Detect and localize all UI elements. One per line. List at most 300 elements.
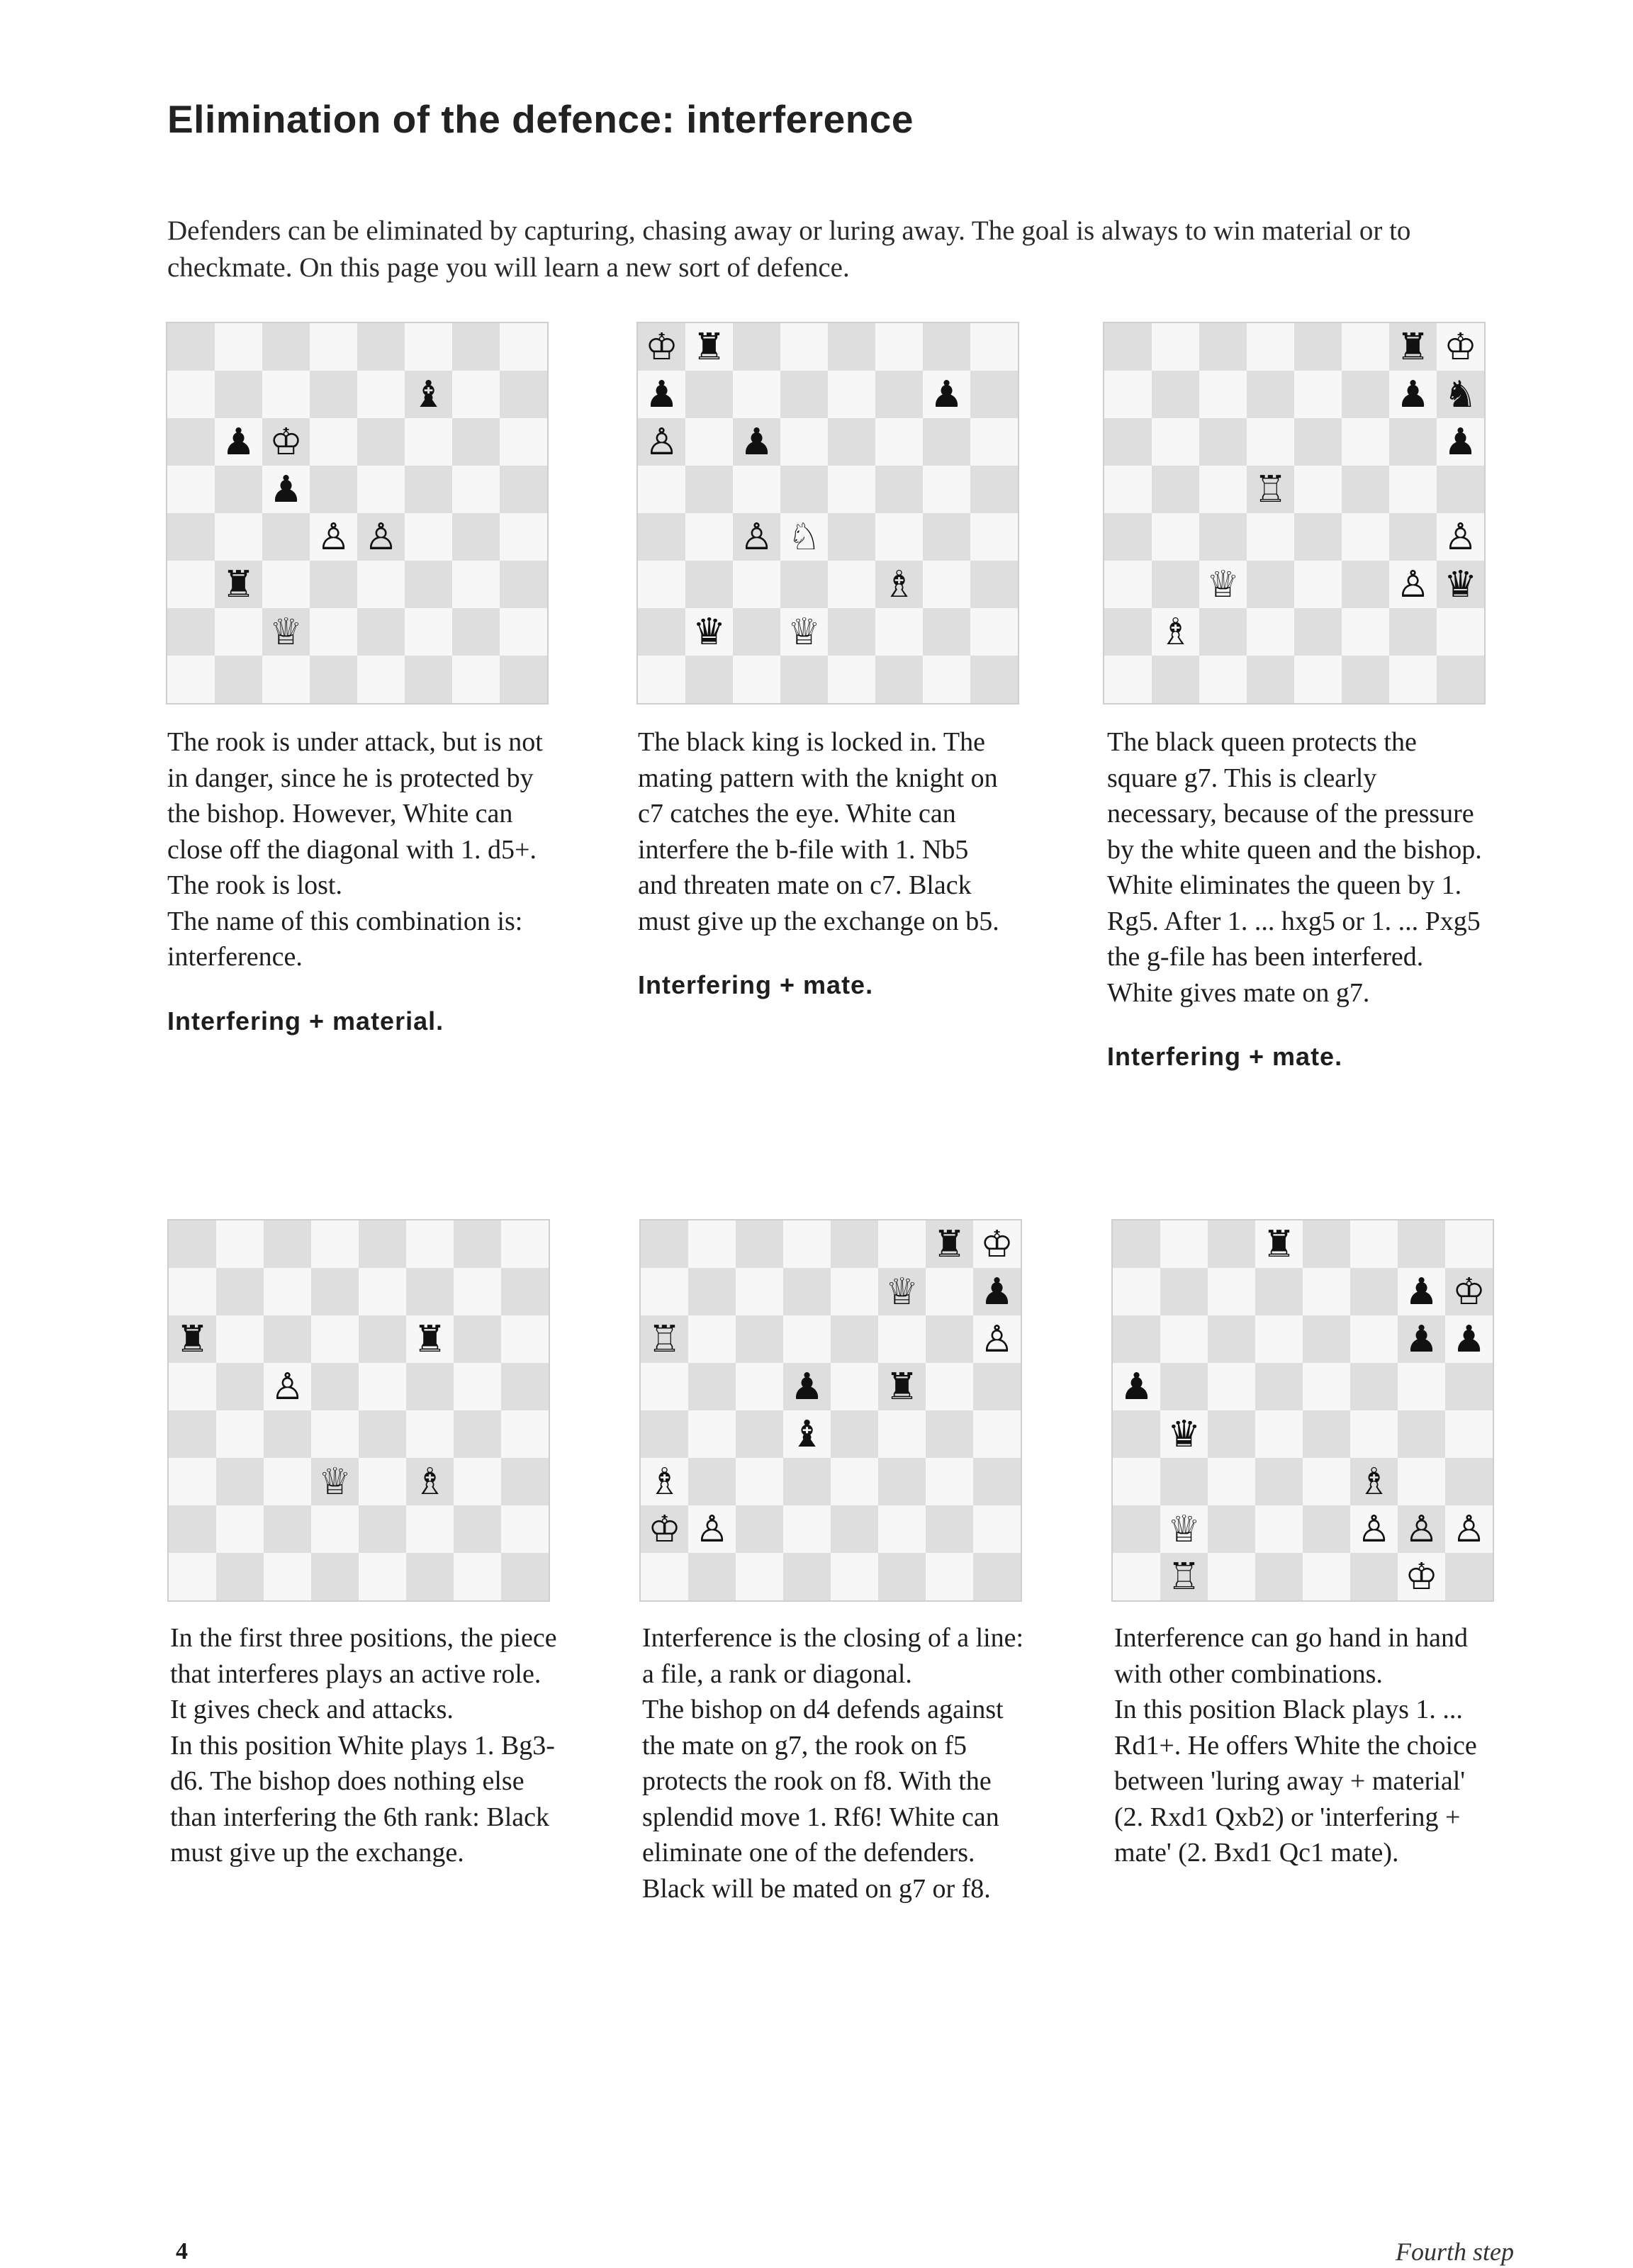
square-a4 (167, 513, 215, 561)
square-c3 (264, 1458, 311, 1505)
square-a3 (1104, 561, 1152, 608)
square-d4 (783, 1410, 831, 1458)
black-pawn-icon: ♟ (1120, 1365, 1153, 1408)
caption-2-text-a: The black king is locked in. The mating pattern with the knight on c7 catches the eye. White can interfere the b-file with 1. Nb5 and threaten mate on c7. Black must give up the exchange on b5. (638, 727, 999, 936)
square-e7 (1294, 371, 1342, 418)
square-f4 (405, 513, 452, 561)
square-g5 (1389, 466, 1437, 513)
square-c5 (262, 466, 310, 513)
square-e5 (359, 1363, 406, 1410)
black-rook-icon: ♜ (933, 1223, 966, 1266)
square-c5 (264, 1363, 311, 1410)
square-c5 (736, 1363, 783, 1410)
black-rook-icon: ♜ (1262, 1223, 1296, 1266)
square-a5 (641, 1363, 688, 1410)
square-e7 (1303, 1268, 1350, 1315)
square-e2 (828, 608, 875, 656)
square-e1 (357, 656, 405, 703)
square-e8 (831, 1220, 878, 1268)
square-e1 (359, 1553, 406, 1600)
square-d3 (780, 561, 828, 608)
square-c5 (1199, 466, 1247, 513)
square-b6 (685, 418, 733, 466)
square-a3 (638, 561, 685, 608)
chess-diagram-3 (1104, 323, 1484, 703)
square-a3 (167, 561, 215, 608)
square-f2 (1350, 1505, 1398, 1553)
square-f4 (1342, 513, 1389, 561)
square-f7 (1342, 371, 1389, 418)
square-f6 (406, 1315, 454, 1363)
square-g7 (1398, 1268, 1445, 1315)
square-b8 (688, 1220, 736, 1268)
square-b1 (1160, 1553, 1208, 1600)
square-c5 (733, 466, 780, 513)
caption-3 (1107, 724, 1490, 1075)
square-c2 (1208, 1505, 1255, 1553)
square-d7 (1247, 371, 1294, 418)
square-h3 (1437, 561, 1484, 608)
caption-4 (170, 1620, 560, 1871)
square-d4 (310, 513, 357, 561)
square-h1 (500, 656, 547, 703)
square-d7 (783, 1268, 831, 1315)
black-pawn-icon: ♟ (1405, 1270, 1438, 1313)
square-a1 (1104, 656, 1152, 703)
black-pawn-icon: ♟ (645, 373, 678, 416)
square-g2 (926, 1505, 973, 1553)
square-g5 (452, 466, 500, 513)
black-rook-icon: ♜ (413, 1318, 447, 1361)
square-g5 (923, 466, 970, 513)
white-rook-icon: ♖ (1254, 468, 1287, 511)
square-a4 (641, 1410, 688, 1458)
square-g7 (1389, 371, 1437, 418)
square-f7 (878, 1268, 926, 1315)
square-b5 (688, 1363, 736, 1410)
square-g4 (1398, 1410, 1445, 1458)
square-b2 (1160, 1505, 1208, 1553)
square-g3 (1398, 1458, 1445, 1505)
white-pawn-icon: ♙ (364, 515, 398, 558)
square-f5 (1350, 1363, 1398, 1410)
square-f4 (875, 513, 923, 561)
square-e6 (1303, 1315, 1350, 1363)
square-h8 (970, 323, 1018, 371)
square-d1 (780, 656, 828, 703)
square-g5 (454, 1363, 501, 1410)
square-e4 (831, 1410, 878, 1458)
square-c8 (1208, 1220, 1255, 1268)
caption-6-text-b: In this position Black plays 1. ... Rd1+. He offers White the choice between 'luring away + material' (2. Rxd1 Qxb2) or 'interfering + mate' (2. Bxd1 Qc1 mate). (1114, 1695, 1477, 1868)
square-c4 (1208, 1410, 1255, 1458)
square-e3 (1303, 1458, 1350, 1505)
square-c1 (264, 1553, 311, 1600)
white-bishop-icon: ♗ (1159, 610, 1192, 653)
square-h7 (1445, 1268, 1493, 1315)
square-h7 (970, 371, 1018, 418)
white-bishop-icon: ♗ (1357, 1460, 1391, 1503)
square-a2 (1104, 608, 1152, 656)
black-pawn-icon: ♟ (1405, 1318, 1438, 1361)
square-d6 (1255, 1315, 1303, 1363)
white-rook-icon: ♖ (1167, 1555, 1201, 1598)
square-a6 (1104, 418, 1152, 466)
square-b8 (215, 323, 262, 371)
square-e5 (1303, 1363, 1350, 1410)
black-pawn-icon: ♟ (790, 1365, 824, 1408)
square-f1 (878, 1553, 926, 1600)
square-g1 (1398, 1553, 1445, 1600)
square-d6 (1247, 418, 1294, 466)
square-h2 (1445, 1505, 1493, 1553)
square-c3 (1199, 561, 1247, 608)
square-a1 (641, 1553, 688, 1600)
square-h8 (1445, 1220, 1493, 1268)
white-bishop-icon: ♗ (413, 1460, 447, 1503)
square-f1 (1350, 1553, 1398, 1600)
square-e5 (831, 1363, 878, 1410)
square-e2 (831, 1505, 878, 1553)
square-a5 (169, 1363, 216, 1410)
square-g6 (1398, 1315, 1445, 1363)
black-rook-icon: ♜ (885, 1365, 919, 1408)
square-h3 (970, 561, 1018, 608)
square-a2 (167, 608, 215, 656)
square-d1 (311, 1553, 359, 1600)
white-knight-icon: ♘ (787, 515, 821, 558)
square-f2 (405, 608, 452, 656)
square-h1 (973, 1553, 1021, 1600)
square-c8 (264, 1220, 311, 1268)
square-h8 (973, 1220, 1021, 1268)
square-b4 (216, 1410, 264, 1458)
square-b2 (688, 1505, 736, 1553)
square-c7 (736, 1268, 783, 1315)
square-b2 (216, 1505, 264, 1553)
square-d8 (783, 1220, 831, 1268)
black-queen-icon: ♛ (692, 610, 726, 653)
square-g8 (926, 1220, 973, 1268)
square-h6 (973, 1315, 1021, 1363)
square-g8 (1389, 323, 1437, 371)
square-g5 (1398, 1363, 1445, 1410)
square-d8 (310, 323, 357, 371)
square-h1 (970, 656, 1018, 703)
caption-3-text-a: The black queen protects the square g7. This is clearly necessary, because of the pressure by the white queen and the bishop. White eliminates the queen by 1. Rg5. After 1. ... hxg5 or 1. ... Pxg5 the g-file has been interfered. White gives mate on g7. (1107, 727, 1482, 1008)
square-d8 (780, 323, 828, 371)
square-g7 (926, 1268, 973, 1315)
square-c6 (264, 1315, 311, 1363)
square-f4 (1350, 1410, 1398, 1458)
caption-6 (1114, 1620, 1497, 1871)
chapter-step: Fourth step (1396, 2238, 1514, 2266)
square-g3 (452, 561, 500, 608)
square-e3 (359, 1458, 406, 1505)
square-e1 (831, 1553, 878, 1600)
square-c8 (1199, 323, 1247, 371)
square-d8 (1247, 323, 1294, 371)
square-b7 (688, 1268, 736, 1315)
square-e6 (357, 418, 405, 466)
square-b5 (215, 466, 262, 513)
square-f3 (405, 561, 452, 608)
square-f2 (875, 608, 923, 656)
square-a7 (641, 1268, 688, 1315)
caption-1-text-b: The name of this combination is: interference. (167, 906, 523, 972)
square-h6 (1445, 1315, 1493, 1363)
square-d2 (783, 1505, 831, 1553)
square-d5 (1255, 1363, 1303, 1410)
white-pawn-icon: ♙ (645, 420, 678, 464)
square-b4 (1152, 513, 1199, 561)
square-e8 (359, 1220, 406, 1268)
square-c3 (262, 561, 310, 608)
square-f7 (875, 371, 923, 418)
square-b8 (1152, 323, 1199, 371)
square-d3 (311, 1458, 359, 1505)
square-e2 (1303, 1505, 1350, 1553)
square-f5 (878, 1363, 926, 1410)
square-e6 (1294, 418, 1342, 466)
square-d2 (1255, 1505, 1303, 1553)
square-a1 (1113, 1553, 1160, 1600)
square-e8 (828, 323, 875, 371)
square-g8 (452, 323, 500, 371)
square-g6 (923, 418, 970, 466)
square-b6 (1160, 1315, 1208, 1363)
square-f5 (875, 466, 923, 513)
square-f5 (405, 466, 452, 513)
square-e4 (1294, 513, 1342, 561)
white-king-icon: ♔ (1444, 325, 1477, 369)
black-rook-icon: ♜ (222, 563, 255, 606)
square-f1 (1342, 656, 1389, 703)
square-c1 (736, 1553, 783, 1600)
chess-diagram-2 (638, 323, 1018, 703)
square-e5 (828, 466, 875, 513)
square-c5 (1208, 1363, 1255, 1410)
square-d7 (780, 371, 828, 418)
square-c4 (262, 513, 310, 561)
square-d6 (310, 418, 357, 466)
square-d2 (780, 608, 828, 656)
square-a4 (169, 1410, 216, 1458)
square-d1 (310, 656, 357, 703)
square-f3 (1350, 1458, 1398, 1505)
square-h7 (501, 1268, 549, 1315)
square-g6 (452, 418, 500, 466)
square-f1 (406, 1553, 454, 1600)
square-b5 (685, 466, 733, 513)
square-f6 (1342, 418, 1389, 466)
square-h4 (501, 1410, 549, 1458)
square-e4 (359, 1410, 406, 1458)
square-b2 (685, 608, 733, 656)
white-pawn-icon: ♙ (271, 1365, 304, 1408)
square-b7 (685, 371, 733, 418)
square-e3 (357, 561, 405, 608)
square-d3 (1247, 561, 1294, 608)
square-f5 (406, 1363, 454, 1410)
square-g2 (923, 608, 970, 656)
square-e7 (831, 1268, 878, 1315)
square-h5 (501, 1363, 549, 1410)
square-c4 (733, 513, 780, 561)
square-c2 (733, 608, 780, 656)
square-d2 (1247, 608, 1294, 656)
square-h6 (500, 418, 547, 466)
square-g1 (1389, 656, 1437, 703)
square-c2 (736, 1505, 783, 1553)
square-g4 (926, 1410, 973, 1458)
square-a5 (1113, 1363, 1160, 1410)
white-pawn-icon: ♙ (740, 515, 773, 558)
square-h5 (1445, 1363, 1493, 1410)
square-b7 (1160, 1268, 1208, 1315)
square-h8 (501, 1220, 549, 1268)
square-d5 (1247, 466, 1294, 513)
square-a2 (638, 608, 685, 656)
black-rook-icon: ♜ (692, 325, 726, 369)
white-bishop-icon: ♗ (648, 1460, 681, 1503)
caption-4-text-a: In the first three positions, the piece that interferes plays an active role. It gives check and attacks. (170, 1623, 557, 1724)
square-c2 (1199, 608, 1247, 656)
square-f7 (1350, 1268, 1398, 1315)
square-d4 (1247, 513, 1294, 561)
square-f3 (875, 561, 923, 608)
square-a8 (641, 1220, 688, 1268)
square-f4 (406, 1410, 454, 1458)
square-b6 (216, 1315, 264, 1363)
square-d5 (783, 1363, 831, 1410)
caption-1-tag: Interfering + material. (167, 1006, 444, 1035)
square-d3 (1255, 1458, 1303, 1505)
square-g4 (1389, 513, 1437, 561)
square-a8 (638, 323, 685, 371)
white-pawn-icon: ♙ (1405, 1508, 1438, 1551)
square-g7 (923, 371, 970, 418)
square-a2 (641, 1505, 688, 1553)
square-g1 (926, 1553, 973, 1600)
chess-diagram-4 (169, 1220, 549, 1600)
square-c1 (733, 656, 780, 703)
square-h8 (1437, 323, 1484, 371)
square-b5 (1152, 466, 1199, 513)
square-g7 (452, 371, 500, 418)
white-rook-icon: ♖ (648, 1318, 681, 1361)
square-c2 (262, 608, 310, 656)
square-h7 (973, 1268, 1021, 1315)
square-d6 (783, 1315, 831, 1363)
square-a7 (167, 371, 215, 418)
square-b6 (1152, 418, 1199, 466)
chess-diagram-5 (641, 1220, 1021, 1600)
white-king-icon: ♔ (645, 325, 678, 369)
square-g3 (454, 1458, 501, 1505)
square-h7 (500, 371, 547, 418)
square-g1 (454, 1553, 501, 1600)
square-a5 (167, 466, 215, 513)
square-e7 (828, 371, 875, 418)
square-b4 (1160, 1410, 1208, 1458)
square-b4 (685, 513, 733, 561)
square-f6 (878, 1315, 926, 1363)
square-a7 (1113, 1268, 1160, 1315)
square-c3 (733, 561, 780, 608)
square-a5 (1104, 466, 1152, 513)
square-b7 (1152, 371, 1199, 418)
white-queen-icon: ♕ (787, 610, 821, 653)
square-e5 (1294, 466, 1342, 513)
square-g4 (923, 513, 970, 561)
square-a3 (641, 1458, 688, 1505)
square-d3 (310, 561, 357, 608)
square-h5 (970, 466, 1018, 513)
square-e2 (1294, 608, 1342, 656)
square-h1 (1445, 1553, 1493, 1600)
white-king-icon: ♔ (980, 1223, 1014, 1266)
square-c1 (1208, 1553, 1255, 1600)
square-h5 (973, 1363, 1021, 1410)
white-queen-icon: ♕ (1167, 1508, 1201, 1551)
square-e4 (1303, 1410, 1350, 1458)
intro-paragraph: Defenders can be eliminated by capturing, chasing away or luring away. The goal is always to win material or to checkmate. On this page you will learn a new sort of defence. (167, 215, 1411, 283)
white-pawn-icon: ♙ (1396, 563, 1430, 606)
square-g4 (454, 1410, 501, 1458)
square-a3 (169, 1458, 216, 1505)
square-c2 (264, 1505, 311, 1553)
square-h5 (500, 466, 547, 513)
square-e7 (357, 371, 405, 418)
square-b7 (216, 1268, 264, 1315)
square-f6 (1350, 1315, 1398, 1363)
black-pawn-icon: ♟ (222, 420, 255, 464)
square-e2 (359, 1505, 406, 1553)
black-pawn-icon: ♟ (930, 373, 963, 416)
square-b3 (1152, 561, 1199, 608)
caption-5-text-b: The bishop on d4 defends against the mate on g7, the rook on f5 protects the rook on f8. With the splendid move 1. Rf6! White can eliminate one of the defenders. Black will be mated on g7 or f8. (642, 1695, 1004, 1904)
square-c6 (1199, 418, 1247, 466)
square-g6 (926, 1315, 973, 1363)
caption-6-text-a: Interference can go hand in hand with other combinations. (1114, 1623, 1469, 1689)
square-h3 (500, 561, 547, 608)
square-c8 (733, 323, 780, 371)
square-f1 (875, 656, 923, 703)
square-c8 (736, 1220, 783, 1268)
square-f6 (875, 418, 923, 466)
caption-1 (167, 724, 564, 1039)
square-a3 (1113, 1458, 1160, 1505)
square-e6 (831, 1315, 878, 1363)
square-b1 (215, 656, 262, 703)
square-a8 (1104, 323, 1152, 371)
square-e1 (1294, 656, 1342, 703)
square-h4 (1445, 1410, 1493, 1458)
square-g2 (1398, 1505, 1445, 1553)
square-b3 (1160, 1458, 1208, 1505)
square-c6 (733, 418, 780, 466)
square-e2 (357, 608, 405, 656)
square-c3 (736, 1458, 783, 1505)
square-a1 (167, 656, 215, 703)
square-e3 (828, 561, 875, 608)
square-a8 (1113, 1220, 1160, 1268)
square-h2 (1437, 608, 1484, 656)
square-a1 (169, 1553, 216, 1600)
square-b6 (688, 1315, 736, 1363)
square-e8 (1294, 323, 1342, 371)
